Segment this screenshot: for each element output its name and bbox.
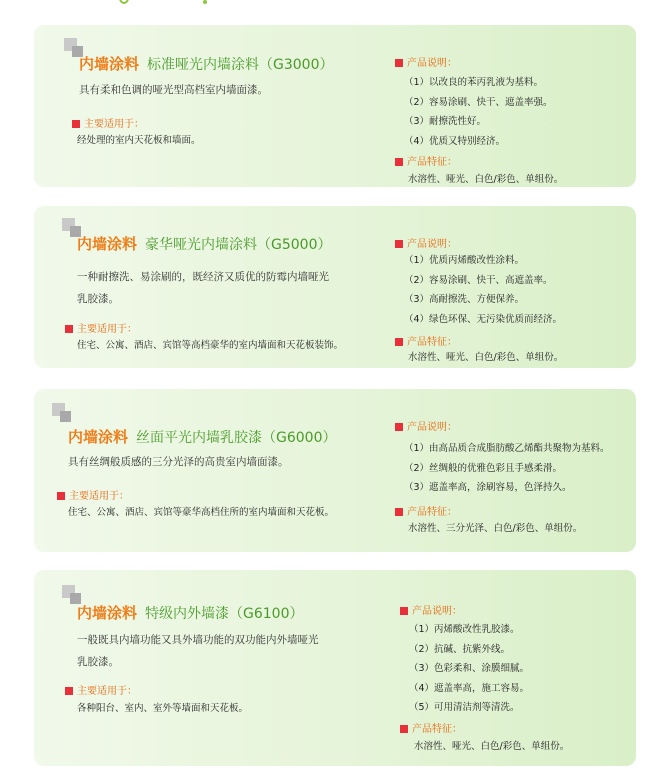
spec-heading: 产品说明：	[395, 235, 457, 250]
usage-text: 住宅、公寓、酒店、宾馆等豪华高档住所的室内墙面和天花板。	[68, 507, 335, 518]
spec-list	[404, 251, 562, 329]
brand-label: 内墙涂料	[68, 428, 129, 446]
bullet-square-icon	[57, 492, 65, 500]
spec-list	[404, 439, 610, 498]
product-title	[77, 233, 332, 254]
product-name: 特级内外墙漆（G6100）	[145, 606, 304, 622]
spec-heading: 产品说明：	[400, 602, 462, 617]
product-card-g5000	[34, 206, 636, 368]
bullet-square-icon	[395, 423, 403, 431]
spec-heading: 产品说明：	[395, 54, 457, 69]
usage-text: 各种阳台、室内、室外等墙面和天花板。	[77, 703, 249, 714]
spec-item: （3）高耐擦洗、方便保养。	[404, 294, 525, 305]
feature-heading: 产品特征：	[395, 333, 457, 348]
product-description: 一种耐擦洗、易涂刷的，既经济又质优的防霉内墙哑光 乳胶漆。	[77, 271, 329, 305]
bullet-square-icon	[395, 508, 403, 516]
spec-item: （4）绿色环保、无污染优质而经济。	[404, 313, 563, 325]
bullet-square-icon	[395, 338, 403, 346]
brand-label: 内墙涂料	[77, 235, 138, 253]
usage-heading: 主要适用于：	[65, 682, 137, 697]
product-card-g6100	[34, 570, 636, 766]
bullet-square-icon	[65, 325, 73, 333]
bullet-square-icon	[395, 158, 403, 166]
spec-item: （4）优质又特别经济。	[404, 135, 506, 147]
product-title	[68, 426, 337, 447]
spec-list	[404, 73, 553, 151]
bullet-square-icon	[72, 120, 80, 128]
feature-text: 水溶性、哑光、白色/彩色、单组份。	[408, 352, 564, 363]
spec-item: （2）容易涂刷、快干、遮盖率强。	[404, 96, 553, 108]
bullet-square-icon	[395, 240, 403, 248]
feature-text: 水溶性、三分光泽、白色/彩色、单组份。	[408, 523, 583, 534]
brand-label: 内墙涂料	[77, 604, 138, 622]
product-card-g3000	[34, 25, 636, 187]
deco-square-icon	[60, 411, 71, 422]
feature-text: 水溶性、哑光、白色/彩色、单组份。	[408, 174, 564, 185]
spec-item: （3）耐擦洗性好。	[404, 116, 487, 127]
product-name: 丝面平光内墙乳胶漆（G6000）	[136, 430, 337, 446]
spec-heading: 产品说明：	[395, 418, 457, 433]
spec-list	[409, 620, 529, 718]
spec-item: （3）遮盖率高，涂刷容易，色泽持久。	[404, 482, 572, 493]
feature-heading: 产品特征：	[395, 503, 457, 518]
spec-item: （1）优质丙烯酸改性涂料。	[404, 255, 525, 266]
product-card-g6000	[34, 389, 636, 552]
spec-item: （2）抗碱、抗紫外线。	[409, 643, 511, 655]
spec-item: （1）以改良的苯丙乳液为基料。	[404, 77, 544, 88]
spec-item: （2）容易涂刷、快干、高遮盖率。	[404, 274, 553, 286]
product-description: 一般既具内墙功能又具外墙功能的双功能内外墙哑光 乳胶漆。	[77, 634, 319, 668]
product-description: 具有柔和色调的哑光型高档室内墙面漆。	[79, 84, 268, 96]
spec-item: （3）色彩柔和、涂膜细腻。	[409, 663, 530, 674]
product-name: 标准哑光内墙涂料（G3000）	[147, 57, 334, 73]
bullet-square-icon	[400, 725, 408, 733]
product-title	[77, 602, 304, 623]
usage-heading: 主要适用于：	[72, 115, 144, 130]
spec-item: （1）由高品质合成脂肪酸乙烯酯共聚物为基料。	[404, 443, 610, 454]
top-decoration	[110, 0, 230, 8]
brand-label: 内墙涂料	[79, 55, 140, 73]
product-title	[79, 53, 334, 74]
spec-item: （4）遮盖率高，施工容易。	[409, 682, 530, 694]
usage-text: 住宅、公寓、酒店、宾馆等高档豪华的室内墙面和天花板装饰。	[77, 340, 344, 351]
feature-heading: 产品特征：	[395, 153, 457, 168]
product-name: 豪华哑光内墙涂料（G5000）	[145, 237, 332, 253]
bullet-square-icon	[395, 59, 403, 67]
usage-heading: 主要适用于：	[57, 487, 129, 502]
bullet-square-icon	[65, 687, 73, 695]
feature-text: 水溶性、哑光、白色/彩色、单组份。	[414, 741, 570, 752]
spec-item: （1）丙烯酸改性乳胶漆。	[409, 624, 520, 635]
spec-item: （2）丝绸般的优雅色彩且手感柔滑。	[404, 462, 563, 474]
feature-heading: 产品特征：	[400, 720, 462, 735]
spec-item: （5）可用清洁剂等清洗。	[409, 702, 520, 713]
product-description: 具有丝绸般质感的三分光泽的高贵室内墙面漆。	[68, 456, 289, 468]
usage-text: 经处理的室内天花板和墙面。	[77, 135, 201, 146]
usage-heading: 主要适用于：	[65, 320, 137, 335]
bullet-square-icon	[400, 607, 408, 615]
